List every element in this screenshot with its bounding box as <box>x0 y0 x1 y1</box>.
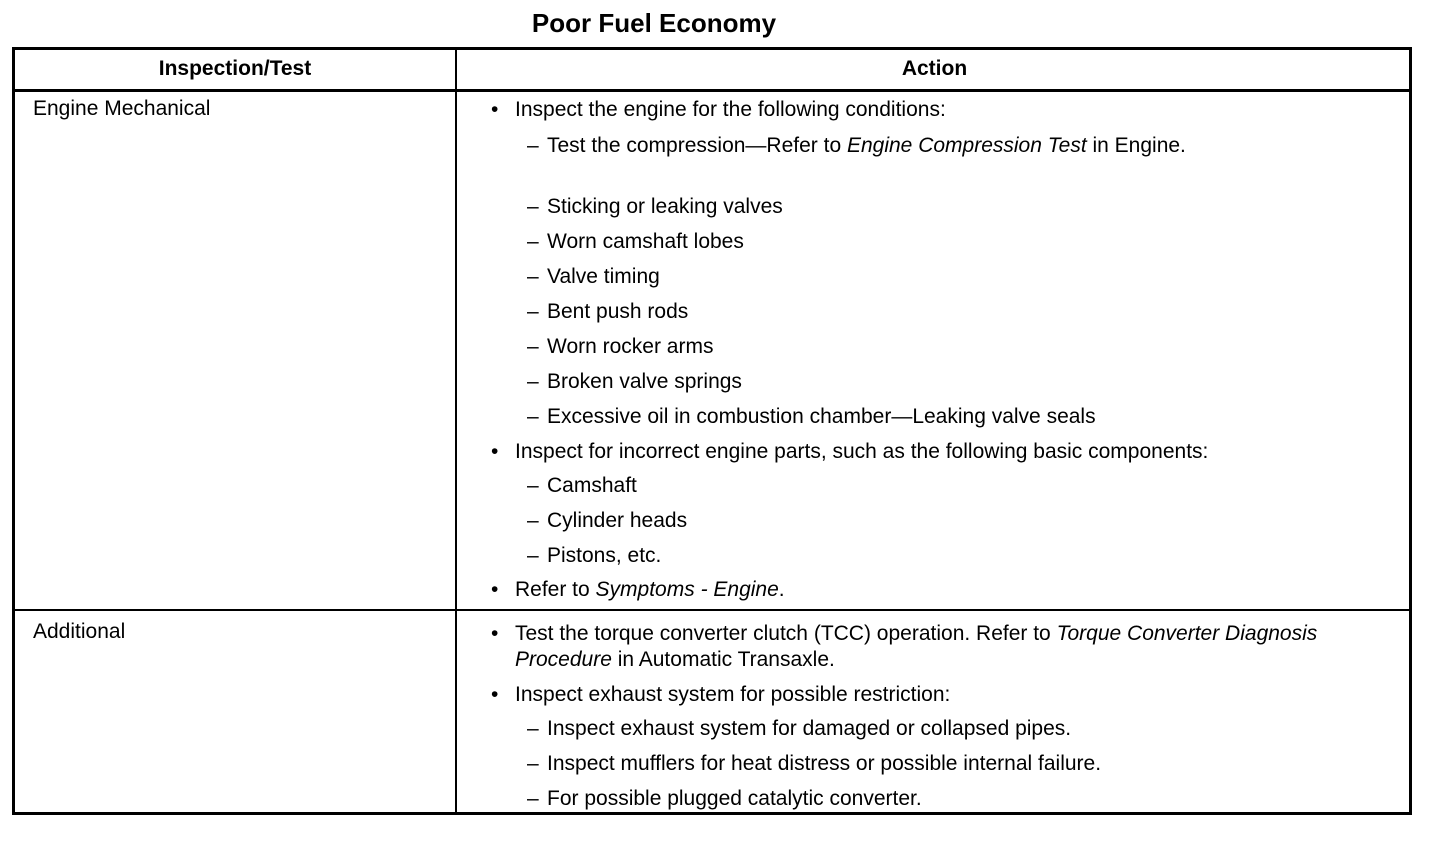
row-engine-mechanical-label: Engine Mechanical <box>33 97 211 120</box>
header-action: Action <box>901 57 968 80</box>
header-inspection-test: Inspection/Test <box>158 57 312 80</box>
page-title: Poor Fuel Economy <box>531 8 777 38</box>
column-divider <box>455 50 457 812</box>
row-divider <box>15 609 1409 611</box>
header-divider <box>15 89 1409 92</box>
row-additional-label: Additional <box>33 620 126 643</box>
diagnosis-table: Inspection/Test Action Engine Mechanical • Inspect the engine for the following conditions: – Test the compression—Refer to Engine Compression Test in Engine. – Sticking or leaking valves – Worn camshaft lobes – Valve timing – Bent push rods – Worn rocker arms – Broken valve springs – Excessive oil in combustion chamber—Leaking valve seals • Inspect for incorrect engine parts, such as the following basic components: – Camshaft – Cylinder heads – Pistons, etc. • Refer to Symptoms - Engine. Additional • Test the torque converter clutch (TCC) operation. Refer to Torque Converter Diagnosis Procedure in Automatic Transaxle. • Inspect exhaust system for possible restriction: – Inspect exhaust system for damaged or collapsed pipes. – Inspect mufflers for heat distress or possible internal failure. – For possible plugged catalytic converter. <box>12 47 1412 815</box>
